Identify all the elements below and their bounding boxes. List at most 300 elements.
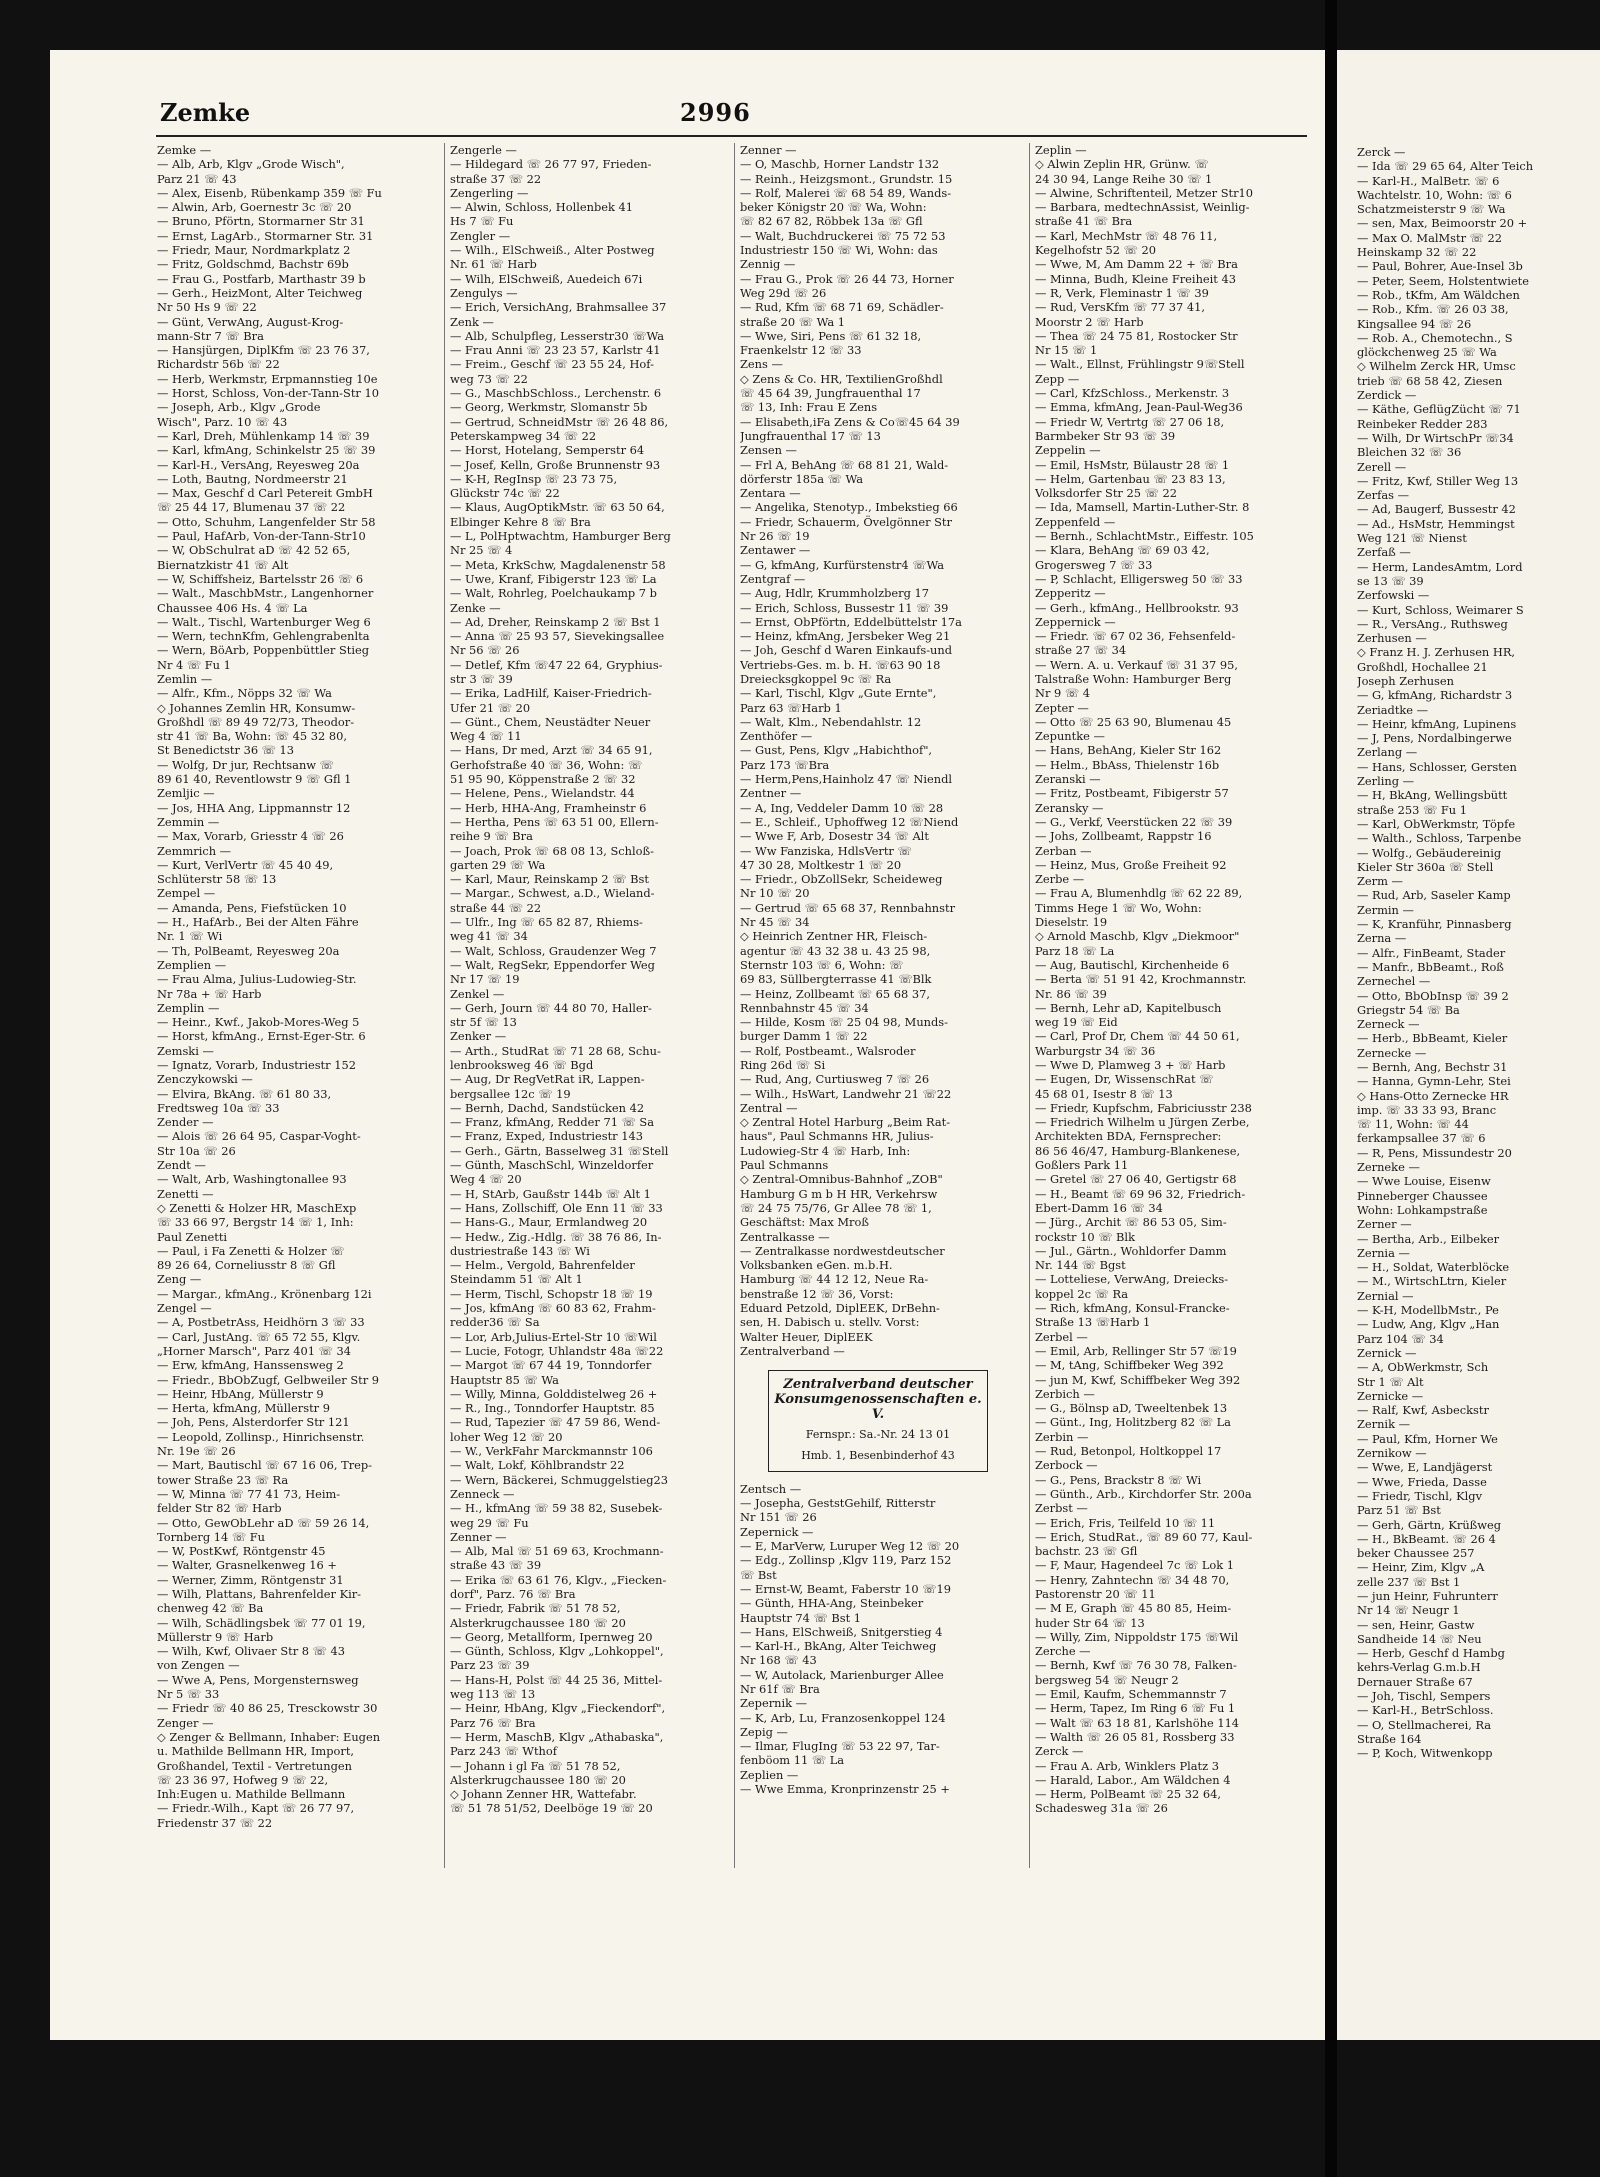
directory-entry: — Alfr., FinBeamt, Stader <box>1357 945 1506 960</box>
directory-entry: — Wilh, Kwf, Olivaer Str 8 ☏ 43 <box>157 1644 346 1659</box>
directory-entry: Parz 21 ☏ 43 <box>157 171 237 186</box>
directory-entry: ☏ 82 67 82, Röbbek 13a ☏ Gfl <box>740 214 923 229</box>
directory-entry: — Herb, HHA-Ang, Framheinstr 6 <box>450 800 647 815</box>
surname-heading: Zentgraf — <box>740 571 806 586</box>
directory-entry: bergsweg 54 ☏ Neugr 2 <box>1035 1672 1179 1687</box>
directory-entry: — Wwe, Frieda, Dasse <box>1357 1474 1487 1489</box>
surname-heading: Zentral — <box>740 1100 798 1115</box>
directory-entry: — Horst, Schloss, Von-der-Tann-Str 10 <box>157 386 379 401</box>
directory-entry: — G., MaschbSchloss., Lerchenstr. 6 <box>450 386 662 401</box>
directory-entry: — Wwe, Siri, Pens ☏ 61 32 18, <box>740 328 922 343</box>
directory-entry: u. Mathilde Bellmann HR, Import, <box>157 1744 355 1759</box>
directory-entry: — Wwe D, Plamweg 3 + ☏ Harb <box>1035 1058 1226 1072</box>
directory-entry: Nr. 86 ☏ 39 <box>1035 986 1107 1001</box>
surname-heading: Zerhusen — <box>1357 631 1427 646</box>
directory-entry: — Alwin, Arb, Goernestr 3c ☏ 20 <box>157 200 352 215</box>
directory-entry: — Friedr., BbObZugf, Gelbweiler Str 9 <box>157 1372 380 1387</box>
surname-heading: Zeriadtke — <box>1357 702 1429 717</box>
surname-heading: Zenczykowski — <box>157 1072 253 1087</box>
directory-entry: ☏ Bst <box>740 1567 777 1582</box>
directory-entry: Talstraße Wohn: Hamburger Berg <box>1035 671 1232 686</box>
directory-entry: — Margar., Schwest, a.D., Wieland- <box>450 886 655 901</box>
directory-entry: Nr 15 ☏ 1 <box>1035 343 1098 358</box>
surname-heading: Zentralkasse — <box>740 1229 830 1244</box>
directory-entry: weg 73 ☏ 22 <box>450 371 528 386</box>
directory-entry: — Bernh., SchlachtMstr., Eiffestr. 105 <box>1035 529 1254 544</box>
directory-entry: — Fritz, Postbeamt, Fibigerstr 57 <box>1035 786 1229 801</box>
directory-entry: ☏ 51 78 51/52, Deelböge 19 ☏ 20 <box>450 1801 653 1816</box>
directory-entry: — R, Verk, Fleminastr 1 ☏ 39 <box>1035 285 1209 300</box>
directory-entry: zelle 237 ☏ Bst 1 <box>1357 1574 1461 1589</box>
surname-heading: Zernick — <box>1357 1345 1417 1360</box>
surname-heading: Zerck — <box>1035 1744 1084 1759</box>
directory-entry: straße 253 ☏ Fu 1 <box>1357 802 1467 817</box>
directory-entry: Pastorenstr 20 ☏ 11 <box>1035 1586 1156 1601</box>
directory-entry: — Herm,Pens,Hainholz 47 ☏ Niendl <box>740 772 953 787</box>
surname-heading: Zeplin — <box>1035 143 1087 157</box>
directory-entry: — Heinz, Zollbeamt ☏ 65 68 37, <box>740 986 930 1001</box>
directory-entry: — J, Pens, Nordalbingerwe <box>1357 731 1512 746</box>
surname-heading: Zemmin — <box>157 814 220 829</box>
surname-heading: Zepperitz — <box>1035 586 1106 601</box>
directory-entry: — Rob., Kfm. ☏ 26 03 38, <box>1357 302 1509 317</box>
directory-entry: ◇ Zenetti & Holzer HR, MaschExp <box>157 1200 357 1215</box>
directory-entry: — Friedr, Tischl, Klgv <box>1357 1488 1483 1503</box>
directory-entry: Parz 51 ☏ Bst <box>1357 1503 1441 1518</box>
directory-entry: Reinbeker Redder 283 <box>1357 416 1488 431</box>
directory-entry: — Erika, LadHilf, Kaiser-Friedrich- <box>450 686 652 701</box>
directory-entry: Rennbahnstr 45 ☏ 34 <box>740 1000 869 1015</box>
directory-entry: — W., VerkFahr Marckmannstr 106 <box>450 1444 653 1459</box>
directory-entry: — Joh, Pens, Alsterdorfer Str 121 <box>157 1415 350 1430</box>
directory-entry: — Hedw., Zig.-Hdlg. ☏ 38 76 86, In- <box>450 1229 662 1244</box>
directory-entry: — Max, Geschf d Carl Petereit GmbH <box>157 486 373 501</box>
surname-heading: Zepp — <box>1035 371 1080 386</box>
surname-heading: Zeppenfeld — <box>1035 514 1116 529</box>
directory-entry: — Erika ☏ 63 61 76, Klgv., „Fiecken- <box>450 1572 667 1587</box>
directory-entry: — Rolf, Malerei ☏ 68 54 89, Wands- <box>740 185 952 200</box>
directory-entry: — Minna, Budh, Kleine Freiheit 43 <box>1035 271 1236 286</box>
directory-entry: — Ignatz, Vorarb, Industriestr 152 <box>157 1058 356 1072</box>
surname-heading: Zengler — <box>450 228 511 243</box>
directory-entry: — Hans-G., Maur, Ermlandweg 20 <box>450 1215 648 1230</box>
surname-heading: Zentralverband — <box>740 1343 845 1358</box>
directory-entry: Alsterkrugchaussee 180 ☏ 20 <box>450 1772 626 1787</box>
ad-address: Hmb. 1, Besenbinderhof 43 <box>801 1448 955 1462</box>
directory-entry: — Angelika, Stenotyp., Imbekstieg 66 <box>740 500 958 515</box>
directory-entry: dorf", Parz. 76 ☏ Bra <box>450 1586 576 1601</box>
directory-entry: — Erich, VersichAng, Brahmsallee 37 <box>450 300 667 315</box>
surname-heading: Zerneck — <box>1357 1017 1420 1032</box>
directory-entry: — Zentralkasse nordwestdeutscher <box>740 1243 945 1258</box>
running-head-name: Zemke <box>160 98 251 127</box>
directory-entry: — Emma, kfmAng, Jean-Paul-Weg36 <box>1035 400 1243 415</box>
directory-entry: — Ad, Dreher, Reinskamp 2 ☏ Bst 1 <box>450 614 661 629</box>
directory-entry: ◇ Arnold Maschb, Klgv „Diekmoor" <box>1035 929 1240 944</box>
directory-entry: — Frau Alma, Julius-Ludowieg-Str. <box>157 972 357 987</box>
directory-entry: — Max O. MalMstr ☏ 22 <box>1357 230 1503 245</box>
next-page <box>1337 50 1600 2040</box>
directory-entry: — M E, Graph ☏ 45 80 85, Heim- <box>1035 1601 1232 1616</box>
directory-entry: — L, PolHptwachtm, Hamburger Berg <box>450 529 671 544</box>
directory-entry: — Ida ☏ 29 65 64, Alter Teich <box>1357 159 1534 174</box>
surname-heading: Zerdick — <box>1357 388 1417 403</box>
advertisement-box <box>768 1370 988 1472</box>
directory-entry: — Freim., Geschf ☏ 23 55 24, Hof- <box>450 357 654 372</box>
directory-page <box>50 50 1325 2040</box>
directory-entry: — Gretel ☏ 27 06 40, Gertigstr 68 <box>1035 1172 1237 1187</box>
next-page-column <box>1357 145 1600 1761</box>
surname-heading: Zeransky — <box>1035 800 1104 815</box>
surname-heading: Zernial — <box>1357 1288 1414 1303</box>
directory-entry: — Gerh, Journ ☏ 44 80 70, Haller- <box>450 1000 652 1015</box>
surname-heading: Zeppernick — <box>1035 614 1116 629</box>
directory-entry: — Rob. A., Chemotechn., S <box>1357 330 1513 345</box>
directory-entry: — Bernh, Ang, Bechstr 31 <box>1357 1060 1508 1074</box>
directory-entry: — Walth., Schloss, Tarpenbe <box>1357 831 1522 846</box>
surname-heading: Zerban — <box>1035 843 1092 858</box>
surname-heading: Zemlin — <box>157 671 213 686</box>
directory-entry: Sandheide 14 ☏ Neu <box>1357 1631 1482 1646</box>
directory-entry: — R., VersAng., Ruthsweg <box>1357 616 1508 631</box>
directory-entry: se 13 ☏ 39 <box>1357 573 1424 588</box>
surname-heading: Zendt — <box>157 1158 206 1173</box>
surname-heading: Zemke — <box>157 143 212 157</box>
directory-entry: — Frau A. Arb, Winklers Platz 3 <box>1035 1758 1220 1773</box>
directory-entry: — Karl, ObWerkmstr, Töpfe <box>1357 816 1516 831</box>
directory-entry: Friedenstr 37 ☏ 22 <box>157 1815 273 1830</box>
directory-entry: — Helm., Vergold, Bahrenfelder <box>450 1258 635 1273</box>
directory-entry: — K-H, ModellbMstr., Pe <box>1357 1303 1499 1318</box>
directory-entry: weg 113 ☏ 13 <box>450 1687 536 1702</box>
directory-entry: — Loth, Bautng, Nordmeerstr 21 <box>157 471 348 486</box>
directory-entry: — Gerh., Gärtn, Basselweg 31 ☏Stell <box>450 1143 669 1158</box>
directory-entry: — Walt, Buchdruckerei ☏ 75 72 53 <box>740 228 946 243</box>
directory-entry: — Otto ☏ 25 63 90, Blumenau 45 <box>1035 714 1232 729</box>
directory-entry: — Margot ☏ 67 44 19, Tonndorfer <box>450 1358 652 1373</box>
directory-entry: Sternstr 103 ☏ 6, Wohn: ☏ <box>740 957 904 972</box>
directory-entry: beker Chaussee 257 <box>1357 1546 1475 1561</box>
surname-heading: Zenkel — <box>450 986 505 1001</box>
directory-entry: Paul Zenetti <box>157 1229 228 1244</box>
directory-entry: — A, ObWerkmstr, Sch <box>1357 1360 1489 1375</box>
directory-entry: — P, Schlacht, Elligersweg 50 ☏ 33 <box>1035 571 1243 586</box>
surname-heading: Zenger — <box>157 1715 214 1730</box>
directory-entry: 89 26 64, Corneliusstr 8 ☏ Gfl <box>157 1258 336 1273</box>
directory-entry: — Alois ☏ 26 64 95, Caspar-Voght- <box>157 1129 361 1144</box>
page-header <box>50 50 1325 130</box>
directory-entry: — Friedr.-Wilh., Kapt ☏ 26 77 97, <box>157 1801 355 1816</box>
directory-entry: — Rud, Arb, Saseler Kamp <box>1357 888 1511 903</box>
directory-entry: — Friedr., ObZollSekr, Scheideweg <box>740 872 943 887</box>
directory-entry: — Alfr., Kfm., Nöpps 32 ☏ Wa <box>157 686 332 701</box>
directory-entry: — Frl A, BehAng ☏ 68 81 21, Wald- <box>740 457 949 472</box>
directory-entry: — Alwine, Schriftenteil, Metzer Str10 <box>1035 185 1254 200</box>
directory-entry: ◇ Johannes Zemlin HR, Konsumw- <box>157 700 356 715</box>
directory-entry: Nr. 19e ☏ 26 <box>157 1444 236 1459</box>
directory-entry: Tornberg 14 ☏ Fu <box>157 1529 265 1544</box>
directory-entry: — A, Ing, Veddeler Damm 10 ☏ 28 <box>740 800 944 815</box>
surname-heading: Zeplien — <box>740 1767 799 1782</box>
directory-entry: Schadesweg 31a ☏ 26 <box>1035 1801 1168 1816</box>
directory-entry: — Herm, LandesAmtm, Lord <box>1357 559 1523 574</box>
directory-entry: — Werner, Zimm, Röntgenstr 31 <box>157 1572 344 1587</box>
directory-entry: — O, Maschb, Horner Landstr 132 <box>740 157 940 172</box>
surname-heading: Zernia — <box>1357 1245 1410 1260</box>
directory-entry: Parz 18 ☏ La <box>1035 943 1115 958</box>
directory-entry: — H., kfmAng ☏ 59 38 82, Susebek- <box>450 1501 663 1516</box>
directory-entry: Hamburg G m b H HR, Verkehrsw <box>740 1186 938 1201</box>
directory-entry: — Johs, Zollbeamt, Rappstr 16 <box>1035 829 1212 844</box>
directory-entry: Nr 26 ☏ 19 <box>740 529 810 544</box>
directory-entry: — Wilh, Schädlingsbek ☏ 77 01 19, <box>157 1615 366 1630</box>
directory-entry: Ebert-Damm 16 ☏ 34 <box>1035 1200 1163 1215</box>
directory-entry: beker Königstr 20 ☏ Wa, Wohn: <box>740 200 927 215</box>
directory-entry: — Ad, Baugerf, Bussestr 42 <box>1357 502 1516 517</box>
directory-entry: — Günt, VerwAng, August-Krog- <box>157 314 344 329</box>
directory-entry: — Barbara, medtechnAssist, Weinlig- <box>1035 200 1250 215</box>
directory-entry: — G, kfmAng, Kurfürstenstr4 ☏Wa <box>740 557 944 572</box>
directory-entry: — Henry, Zahntechn ☏ 34 48 70, <box>1035 1572 1230 1587</box>
directory-entry: — Bertha, Arb., Eilbeker <box>1357 1231 1500 1246</box>
directory-entry: Barmbeker Str 93 ☏ 39 <box>1035 428 1176 443</box>
directory-entry: — Karl-H., VersAng, Reyesweg 20a <box>157 457 360 472</box>
directory-entry: Parz 76 ☏ Bra <box>450 1715 536 1730</box>
directory-entry: Straße 13 ☏Harb 1 <box>1035 1315 1151 1330</box>
directory-entry: bachstr. 23 ☏ Gfl <box>1035 1544 1138 1559</box>
surname-heading: Zensen — <box>740 443 797 458</box>
directory-entry: Großhdl ☏ 89 49 72/73, Theodor- <box>157 714 355 729</box>
directory-entry: ☏ 13, Inh: Frau E Zens <box>740 400 878 415</box>
directory-entry: — Margar., kfmAng., Krönenbarg 12i <box>157 1286 372 1301</box>
surname-heading: Zerfas — <box>1357 488 1409 503</box>
directory-entry: — Wern, Bäckerei, Schmuggelstieg23 <box>450 1472 669 1487</box>
directory-entry: — Aug, Bautischl, Kirchenheide 6 <box>1035 957 1230 972</box>
directory-entry: Nr 78a + ☏ Harb <box>157 986 262 1001</box>
directory-entry: — Aug, Dr RegVetRat iR, Lappen- <box>450 1072 645 1087</box>
directory-entry: — Peter, Seem, Holstentwiete <box>1357 273 1529 288</box>
directory-entry: — Wilh, ElSchweiß, Auedeich 67i <box>450 271 643 286</box>
directory-entry: — W, ObSchulrat aD ☏ 42 52 65, <box>157 543 351 558</box>
directory-entry: Weg 29d ☏ 26 <box>740 285 827 300</box>
directory-entry: — jun Heinr, Fuhrunterr <box>1357 1588 1498 1603</box>
directory-entry: — Otto, Schuhm, Langenfelder Str 58 <box>157 514 376 529</box>
directory-entry: ◇ Zentral Hotel Harburg „Beim Rat- <box>740 1115 951 1130</box>
directory-entry: — Heinr, kfmAng, Lupinens <box>1357 716 1517 731</box>
directory-entry: — Erich, StudRat., ☏ 89 60 77, Kaul- <box>1035 1529 1253 1544</box>
surname-heading: Zernicke — <box>1357 1388 1424 1403</box>
directory-entry: — H., BkBeamt. ☏ 26 4 <box>1357 1531 1496 1546</box>
directory-entry: Kieler Str 360a ☏ Stell <box>1357 859 1494 874</box>
directory-entry: — Franz, Exped, Industriestr 143 <box>450 1129 643 1144</box>
directory-entry: — F, Maur, Hagendeel 7c ☏ Lok 1 <box>1035 1558 1235 1573</box>
directory-entry: — Rud, Ang, Curtiusweg 7 ☏ 26 <box>740 1072 930 1087</box>
directory-entry: 69 83, Süllbergterrasse 41 ☏Blk <box>740 972 932 987</box>
surname-heading: Zentara — <box>740 486 801 501</box>
directory-entry: ◇ Zenger & Bellmann, Inhaber: Eugen <box>157 1729 381 1744</box>
directory-entry: Vertriebs-Ges. m. b. H. ☏63 90 18 <box>740 657 941 672</box>
directory-entry: garten 29 ☏ Wa <box>450 857 546 872</box>
surname-heading: Zenner — <box>450 1529 507 1544</box>
directory-entry: — Karl, Dreh, Mühlenkamp 14 ☏ 39 <box>157 428 370 443</box>
directory-entry: — Eugen, Dr, WissenschRat ☏ <box>1035 1072 1214 1087</box>
directory-entry: Ludowieg-Str 4 ☏ Harb, Inh: <box>740 1143 911 1158</box>
directory-entry: — Mart, Bautischl ☏ 67 16 06, Trep- <box>157 1458 373 1473</box>
directory-entry: — Kurt, VerlVertr ☏ 45 40 49, <box>157 857 334 872</box>
directory-entry: — K-H, RegInsp ☏ 23 73 75, <box>450 471 618 486</box>
directory-entry: — Walt ☏ 63 18 81, Karlshöhe 114 <box>1035 1715 1240 1730</box>
directory-entry: Steindamm 51 ☏ Alt 1 <box>450 1272 583 1287</box>
directory-entry: Großhandel, Textil - Vertretungen <box>157 1758 352 1773</box>
directory-entry: — M., WirtschLtrn, Kieler <box>1357 1274 1507 1289</box>
directory-entry: — Herta, kfmAng, Müllerstr 9 <box>157 1401 330 1416</box>
directory-entry: — Fritz, Goldschmd, Bachstr 69b <box>157 257 349 272</box>
directory-entry: — W, Autolack, Marienburger Allee <box>740 1667 944 1682</box>
directory-entry: huder Str 64 ☏ 13 <box>1035 1615 1145 1630</box>
directory-entry: Nr 10 ☏ 20 <box>740 886 810 901</box>
directory-entry: — Ilmar, FlugIng ☏ 53 22 97, Tar- <box>740 1739 940 1754</box>
directory-entry: Straße 164 <box>1357 1731 1422 1746</box>
directory-entry: — O, Stellmacherei, Ra <box>1357 1717 1492 1732</box>
directory-entry: — Heinr, Zim, Klgv „A <box>1357 1560 1485 1575</box>
directory-entry: — Joh, Geschf d Waren Einkaufs-und <box>740 643 953 658</box>
surname-heading: Zepuntke — <box>1035 729 1105 744</box>
directory-entry: ◇ Zentral-Omnibus-Bahnhof „ZOB" <box>740 1172 943 1187</box>
directory-entry: — Ralf, Kwf, Asbeckstr <box>1357 1403 1489 1418</box>
directory-entry: — Th, PolBeamt, Reyesweg 20a <box>157 943 340 958</box>
directory-entry: ☏ 23 36 97, Hofweg 9 ☏ 22, <box>157 1772 329 1787</box>
directory-entry: Walter Heuer, DiplEEK <box>740 1329 873 1344</box>
directory-entry: — Erich, Fris, Teilfeld 10 ☏ 11 <box>1035 1515 1216 1530</box>
directory-entry: — Wwe, M, Am Damm 22 + ☏ Bra <box>1035 257 1238 272</box>
directory-entry: — sen, Max, Beimoorstr 20 + <box>1357 216 1528 231</box>
directory-entry: — Ww Fanziska, HdlsVertr ☏ <box>740 843 912 858</box>
directory-entry: — Lucie, Fotogr, Uhlandstr 48a ☏22 <box>450 1343 664 1358</box>
directory-entry: Nr. 61 ☏ Harb <box>450 257 537 272</box>
directory-entry: — Kurt, Schloss, Weimarer S <box>1357 602 1524 617</box>
directory-entry: — Gerh., kfmAng., Hellbrookstr. 93 <box>1035 600 1239 615</box>
directory-entry: — Willy, Zim, Nippoldstr 175 ☏Wil <box>1035 1629 1239 1644</box>
directory-entry: — Hans, Schlosser, Gersten <box>1357 759 1517 774</box>
directory-entry: Kegelhofstr 52 ☏ 20 <box>1035 243 1156 258</box>
directory-entry: — Helm, Gartenbau ☏ 23 83 13, <box>1035 471 1226 486</box>
directory-entry: — Walt, Klm., Nebendahlstr. 12 <box>740 714 922 729</box>
directory-entry: — Hanna, Gymn-Lehr, Stei <box>1357 1074 1511 1089</box>
directory-entry: Parz 243 ☏ Wthof <box>450 1744 557 1759</box>
directory-entry: — Wilh, Plattans, Bahrenfelder Kir- <box>157 1586 362 1601</box>
directory-entry: Heinskamp 32 ☏ 22 <box>1357 245 1477 260</box>
surname-heading: Zentner — <box>740 786 802 801</box>
directory-entry: — Rud, Kfm ☏ 68 71 69, Schädler- <box>740 300 944 315</box>
surname-heading: Zernechel — <box>1357 974 1431 989</box>
directory-entry: — Herb, Werkmstr, Erpmannstieg 10e <box>157 371 378 386</box>
surname-heading: Zerbin — <box>1035 1429 1089 1444</box>
column-2 <box>450 143 720 1816</box>
directory-entry: Nr 17 ☏ 19 <box>450 972 520 987</box>
directory-entry: — Wwe, E, Landjägerst <box>1357 1460 1493 1475</box>
surname-heading: Zenk — <box>450 314 494 329</box>
directory-entry: — Gust, Pens, Klgv „Habichthof", <box>740 743 933 758</box>
directory-entry: — Herm, Tapez, Im Ring 6 ☏ Fu 1 <box>1035 1701 1236 1716</box>
directory-entry: — Rob., tKfm, Am Wäldchen <box>1357 287 1520 302</box>
directory-entry: — Walt, Lokf, Köhlbrandstr 22 <box>450 1458 625 1473</box>
directory-entry: Hamburg ☏ 44 12 12, Neue Ra- <box>740 1272 929 1287</box>
directory-entry: Dreiecksgkoppel 9c ☏ Ra <box>740 671 892 686</box>
surname-heading: Zenneck — <box>450 1486 515 1501</box>
directory-entry: ☏ 33 66 97, Bergstr 14 ☏ 1, Inh: <box>157 1215 354 1230</box>
directory-entry: Grogersweg 7 ☏ 33 <box>1035 557 1153 572</box>
surname-heading: Zemplien — <box>157 957 227 972</box>
directory-entry: chenweg 42 ☏ Ba <box>157 1601 264 1616</box>
directory-entry: straße 20 ☏ Wa 1 <box>740 314 845 329</box>
header-rule <box>156 135 1307 137</box>
surname-heading: Zepig — <box>740 1724 788 1739</box>
directory-entry: — Karl, MechMstr ☏ 48 76 11, <box>1035 228 1218 243</box>
directory-entry: — E., Schleif., Uphoffweg 12 ☏Niend <box>740 814 959 829</box>
surname-heading: Zernikow — <box>1357 1446 1427 1461</box>
directory-entry: — G., Bölnsp aD, Tweeltenbek 13 <box>1035 1401 1228 1416</box>
directory-entry: — Walt, Rohrleg, Poelchaukamp 7 b <box>450 586 657 601</box>
directory-entry: — Jürg., Archit ☏ 86 53 05, Sim- <box>1035 1215 1227 1230</box>
surname-heading: Zender — <box>157 1115 214 1130</box>
directory-entry: Timms Hege 1 ☏ Wo, Wohn: <box>1035 900 1202 915</box>
directory-entry: — Detlef, Kfm ☏47 22 64, Gryphius- <box>450 657 663 672</box>
surname-heading: Zeng — <box>157 1272 202 1287</box>
directory-entry: — Josepha, GeststGehilf, Ritterstr <box>740 1496 936 1511</box>
directory-entry: — Gertrud ☏ 65 68 37, Rennbahnstr <box>740 900 956 915</box>
directory-entry: — Edg., Zollinsp ,Klgv 119, Parz 152 <box>740 1553 952 1568</box>
directory-entry: Weg 121 ☏ Nienst <box>1357 531 1467 546</box>
directory-entry: Nr 4 ☏ Fu 1 <box>157 657 231 672</box>
directory-entry: — Helene, Pens., Wielandstr. 44 <box>450 786 635 801</box>
directory-entry: Hauptstr 74 ☏ Bst 1 <box>740 1610 862 1625</box>
surname-heading: Zerm — <box>1357 874 1403 889</box>
directory-entry: Warburgstr 34 ☏ 36 <box>1035 1043 1156 1058</box>
directory-entry: bergsallee 12c ☏ 19 <box>450 1086 571 1101</box>
directory-entry: Eduard Petzold, DiplEEK, DrBehn- <box>740 1301 940 1316</box>
directory-entry: — Ida, Mamsell, Martin-Luther-Str. 8 <box>1035 500 1250 515</box>
directory-entry: — Hans, ElSchweiß, Snitgerstieg 4 <box>740 1624 943 1639</box>
directory-entry: — Joach, Prok ☏ 68 08 13, Schloß- <box>450 843 654 858</box>
surname-heading: Zepernick — <box>740 1524 814 1539</box>
directory-entry: Weg 4 ☏ 11 <box>450 729 522 744</box>
directory-entry: — R, Pens, Missundestr 20 <box>1357 1145 1512 1160</box>
directory-entry: 89 61 40, Reventlowstr 9 ☏ Gfl 1 <box>157 772 352 787</box>
directory-entry: — Bernh, Kwf ☏ 76 30 78, Falken- <box>1035 1658 1237 1673</box>
directory-entry: — sen, Heinr, Gastw <box>1357 1617 1475 1632</box>
ad-phone: Fernspr.: Sa.-Nr. 24 13 01 <box>805 1428 951 1442</box>
directory-entry: Ufer 21 ☏ 20 <box>450 700 531 715</box>
directory-entry: — Günth, HHA-Ang, Steinbeker <box>740 1596 924 1611</box>
directory-entry: — Friedr. ☏ 67 02 36, Fehsenfeld- <box>1035 629 1236 644</box>
directory-entry: — Georg, Werkmstr, Slomanstr 5b <box>450 400 648 415</box>
directory-entry: Volksbanken eGen. m.b.H. <box>740 1258 893 1273</box>
directory-entry: ☏ 45 64 39, Jungfrauenthal 17 <box>740 386 921 401</box>
directory-entry: kehrs-Verlag G.m.b.H <box>1357 1660 1481 1675</box>
directory-entry: — Alb, Mal ☏ 51 69 63, Krochmann- <box>450 1544 664 1559</box>
directory-entry: — Karl-H., BkAng, Alter Teichweg <box>740 1639 937 1654</box>
directory-entry: — K, Kranführ, Pinnasberg <box>1357 917 1512 932</box>
directory-entry: Dernauer Straße 67 <box>1357 1674 1473 1689</box>
directory-entry: — Leopold, Zollinsp., Hinrichsenstr. <box>157 1429 365 1444</box>
directory-entry: — Manfr., BbBeamt., Roß <box>1357 959 1504 974</box>
directory-entry: str 5f ☏ 13 <box>450 1015 517 1030</box>
directory-entry: Industriestr 150 ☏ Wi, Wohn: das <box>740 243 938 258</box>
directory-entry: Volksdorfer Str 25 ☏ 22 <box>1035 486 1177 501</box>
directory-entry: ◇ Zens & Co. HR, TextilienGroßhdl <box>740 371 943 386</box>
directory-entry: — Käthe, GeflügZücht ☏ 71 <box>1357 402 1521 417</box>
directory-entry: — Walter, Grasnelkenweg 16 + <box>157 1558 337 1573</box>
